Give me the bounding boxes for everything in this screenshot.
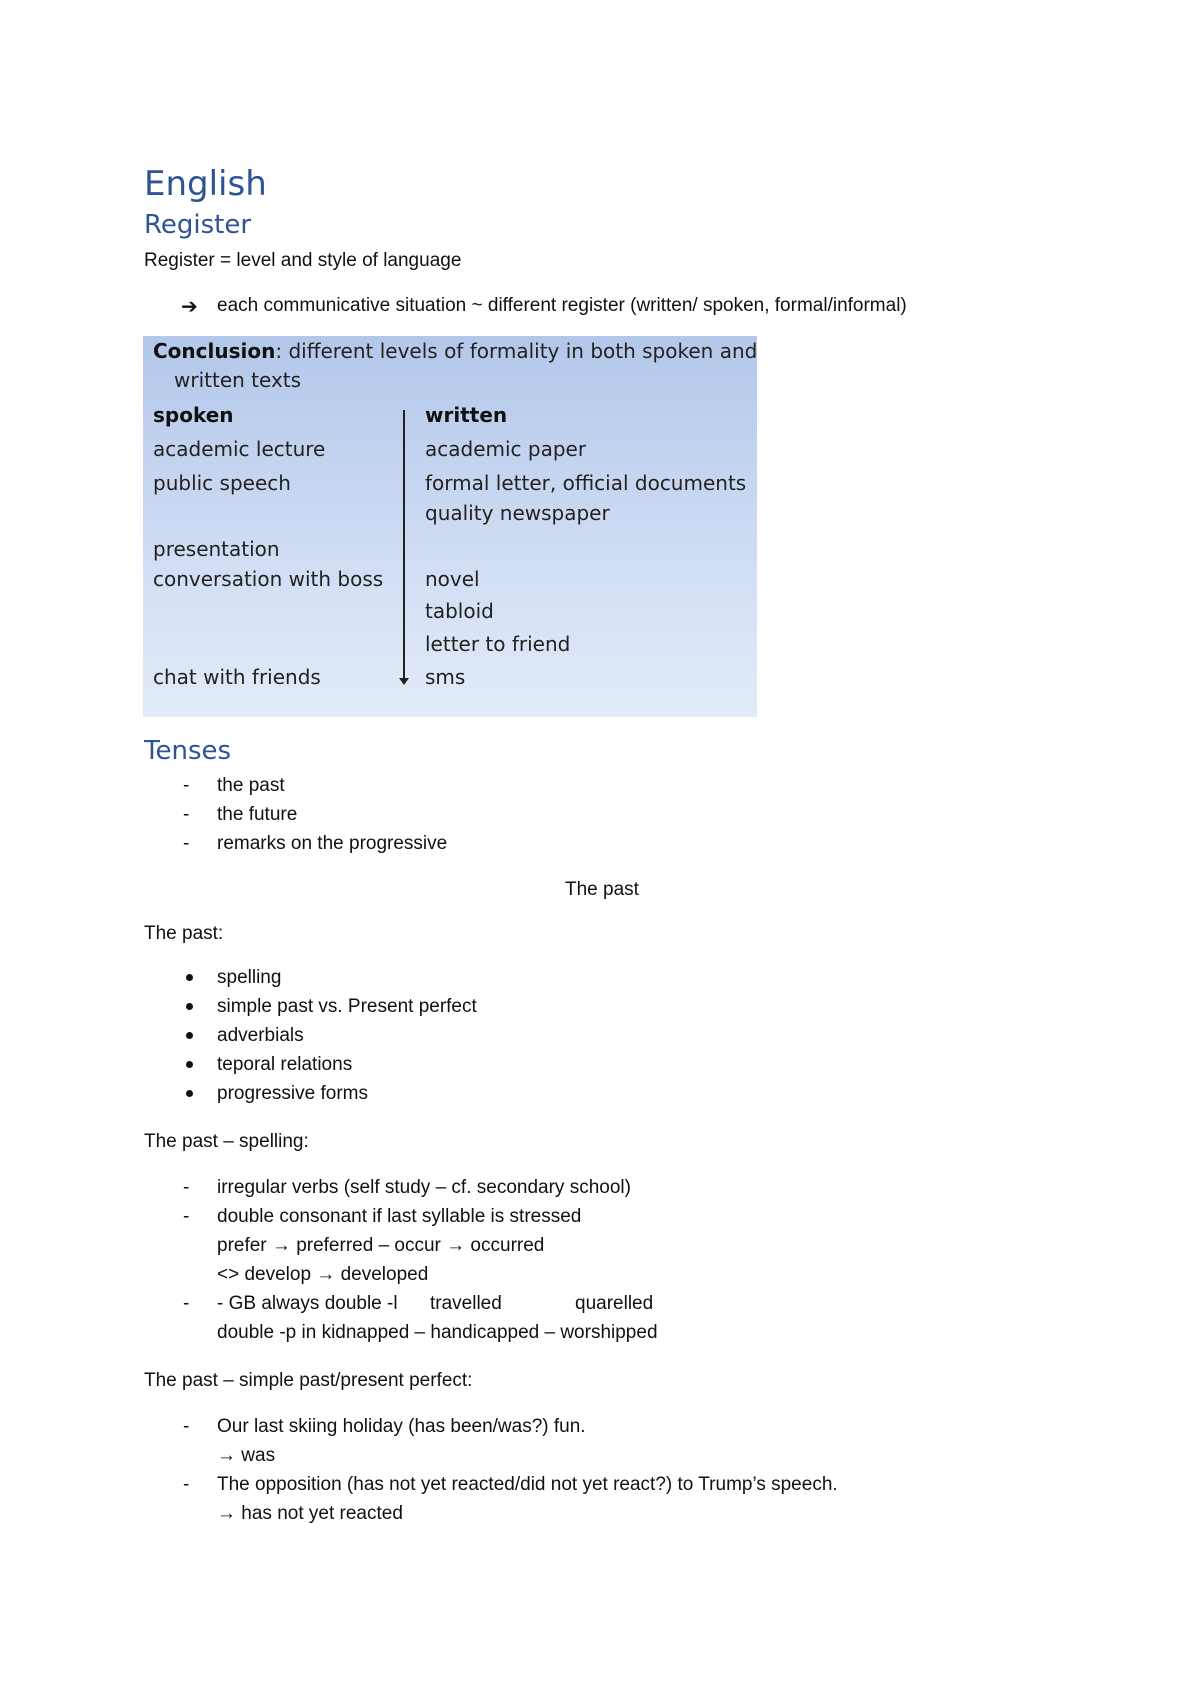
spelling-example: double -p in kidnapped – handicapped – worshipped	[217, 1322, 658, 1343]
dash-bullet: -	[183, 1293, 190, 1314]
bullet-dot	[186, 1003, 193, 1010]
conclusion-line1	[153, 338, 757, 364]
register-definition: Register = level and style of language	[144, 250, 462, 271]
spelling-item: irregular verbs (self study – cf. secondary school)	[217, 1177, 631, 1198]
conclusion-text-line2: written texts	[174, 368, 302, 392]
conclusion-box	[143, 336, 757, 717]
dash-bullet: -	[183, 1177, 190, 1198]
dash-bullet: -	[183, 804, 190, 825]
exercise-answer: → was	[217, 1445, 276, 1466]
spoken-header: spoken	[153, 403, 234, 427]
past-bullet: adverbials	[217, 1025, 304, 1046]
spoken-item: conversation with boss	[153, 567, 384, 591]
spelling-example: quarelled	[575, 1293, 654, 1314]
register-arrow-point: each communicative situation ~ different register (written/ spoken, formal/informal)	[217, 295, 907, 316]
exercise-item: The opposition (has not yet reacted/did not yet react?) to Trump’s speech.	[217, 1474, 838, 1495]
written-item: sms	[425, 665, 466, 689]
arrow-down-icon	[399, 678, 409, 685]
written-item: academic paper	[425, 437, 587, 461]
dash-bullet: -	[183, 833, 190, 854]
conclusion-label: Conclusion	[153, 339, 276, 363]
doc-title: English	[144, 164, 267, 204]
tenses-item: the future	[217, 804, 298, 825]
bullet-dot	[186, 1032, 193, 1039]
bullet-dot	[186, 1061, 193, 1068]
arrow-right-icon: ➔	[181, 296, 198, 318]
exercise-answer: → has not yet reacted	[217, 1503, 403, 1524]
tenses-item: remarks on the progressive	[217, 833, 448, 854]
bullet-dot	[186, 974, 193, 981]
exercise-item: Our last skiing holiday (has been/was?) fun.	[217, 1416, 586, 1437]
the-past-centered: The past	[565, 879, 639, 900]
dash-bullet: -	[183, 1416, 190, 1437]
spelling-example: travelled	[430, 1293, 502, 1314]
dash-bullet: -	[183, 1474, 190, 1495]
simple-past-heading: The past – simple past/present perfect:	[144, 1370, 473, 1391]
spoken-item: chat with friends	[153, 665, 321, 689]
written-item: letter to friend	[425, 632, 571, 656]
past-bullet: spelling	[217, 967, 282, 988]
spelling-example: <> develop → developed	[217, 1264, 429, 1285]
written-item: quality newspaper	[425, 501, 610, 525]
past-bullet: simple past vs. Present perfect	[217, 996, 477, 1017]
written-header: written	[425, 403, 508, 427]
spoken-item: academic lecture	[153, 437, 326, 461]
written-item: novel	[425, 567, 480, 591]
spelling-item: - GB always double -l	[217, 1293, 398, 1314]
register-heading: Register	[144, 210, 252, 240]
past-intro: The past:	[144, 923, 224, 944]
bullet-dot	[186, 1090, 193, 1097]
spoken-item: public speech	[153, 471, 291, 495]
spelling-example: prefer → preferred – occur → occurred	[217, 1235, 545, 1256]
written-item: formal letter, official documents	[425, 471, 747, 495]
spelling-heading: The past – spelling:	[144, 1131, 309, 1152]
dash-bullet: -	[183, 775, 190, 796]
formality-scale-line	[403, 410, 405, 682]
conclusion-text-line1: : different levels of formality in both spoken and	[275, 339, 758, 363]
past-bullet: teporal relations	[217, 1054, 353, 1075]
spoken-item: presentation	[153, 537, 280, 561]
past-bullet: progressive forms	[217, 1083, 368, 1104]
tenses-heading: Tenses	[144, 736, 232, 766]
tenses-item: the past	[217, 775, 285, 796]
written-item: tabloid	[425, 599, 494, 623]
dash-bullet: -	[183, 1206, 190, 1227]
spelling-item: double consonant if last syllable is stressed	[217, 1206, 582, 1227]
